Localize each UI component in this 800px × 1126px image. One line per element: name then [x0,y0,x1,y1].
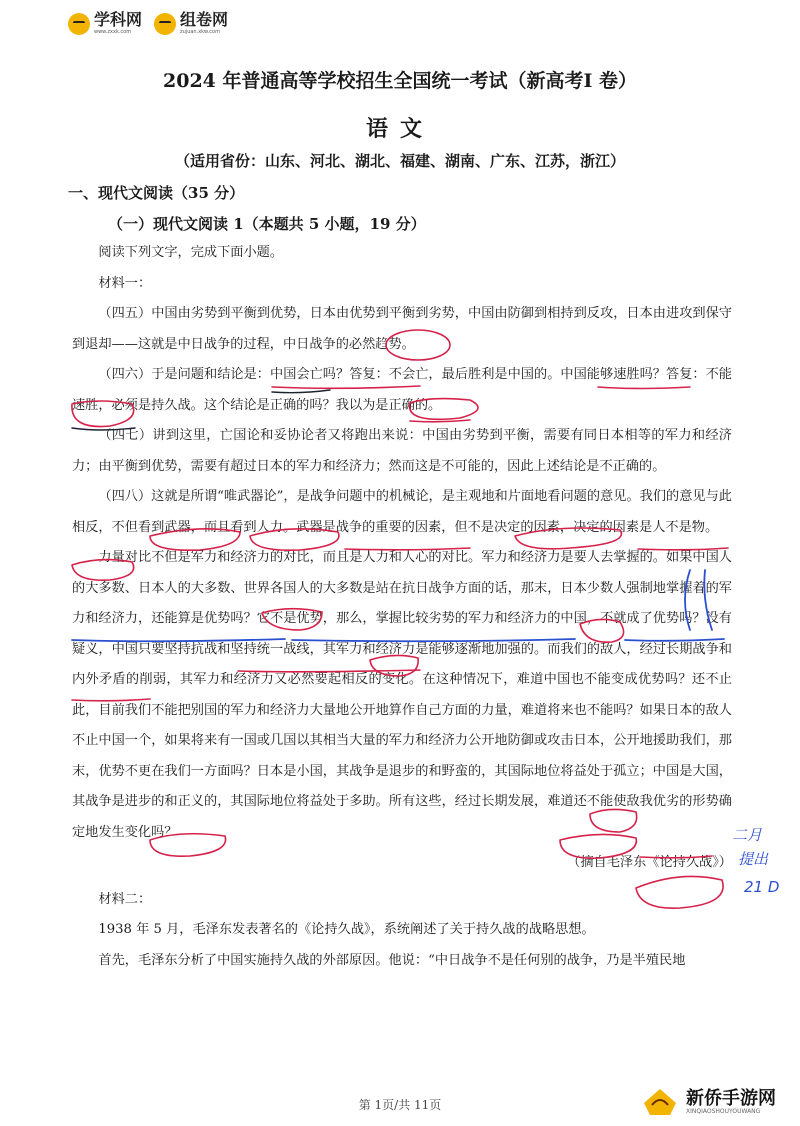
zujuanwang-logo-url: zujuan.xkw.com [180,29,220,35]
material-two-label: 材料二： [98,891,152,907]
reading-passage [72,238,732,976]
margin-note-21d: 21 D [744,878,780,896]
header-logos [68,12,228,35]
exam-title: 2024 年普通高等学校招生全国统一考试（新高考Ⅰ 卷） [163,70,637,92]
applicable-provinces: （适用省份：山东、河北、湖北、福建、湖南、广东、江苏，浙江） [174,152,625,170]
subject-title: 语文 [365,116,434,142]
paragraph-48: （四八）这就是所谓“唯武器论”，是战争问题中的机械论，是主观地和片面地看问题的意见。我们的意见与此相反，不但看到武器，而且看到人力。武器是战争的重要的因素，但不是决定的因素，决定的因素是人不是物。 [72,489,732,535]
paragraph-47: （四七）讲到这里，亡国论和妥协论者又将跑出来说：中国由劣势到平衡，需要有同日本相等的军力和经济力；由平衡到优势，需要有超过日本的军力和经济力；然而这是不可能的，因此上述结论是不正确的。 [72,428,732,474]
watermark-logo [640,1085,776,1119]
watermark-name: 新侨手游网 [686,1087,776,1109]
watermark-url: XINQIAOSHOUYOUWANG [686,1107,761,1115]
zujuanwang-logo-icon [154,13,176,35]
zujuanwang-logo[interactable] [154,12,228,35]
xuekewang-logo-name: 学科网 [94,10,143,29]
xuekewang-logo-icon [68,13,90,35]
paragraph-46: （四六）于是问题和结论是：中国会亡吗？答复：不会亡，最后胜利是中国的。中国能够速胜吗？答复：不能速胜，必须是持久战。这个结论是正确的吗？我以为是正确的。 [72,367,732,413]
paragraph-force-comparison: 力量对比不但是军力和经济力的对比，而且是人力和人心的对比。军力和经济力是要人去掌握的。如果中国人的大多数、日本人的大多数、世界各国人的大多数是站在抗日战争方面的话，那末，日本少数人强制地掌握着的军力和经济力，还能算是优势吗？它不是优势，那么，掌握比较劣势的军力和经济力的中国，不就成了优势吗？没有疑义，中国只要坚持抗战和坚持统一战线，其军力和经济力是能够逐渐地加强的。而我们的敌人，经过长期战争和内外矛盾的削弱，其军力和经济力又必然要起相反的变化。在这种情况下，难道中国也不能变成优势吗？还不止此，目前我们不能把别国的军力和经济力大量地公开地算作自己方面的力量，难道将来也不能吗？如果日本的敌人不止中国一个，如果将来有一国或几国以其相当大量的军力和经济力公开地防御或攻击日本，公开地援助我们，那末，优势不更在我们一方面吗？日本是小国，其战争是退步的和野蛮的，其国际地位将益处于孤立；中国是大国，其战争是进步的和正义的，其国际地位将益处于多助。所有这些，经过长期发展，难道还不能使敌我优劣的形势确定地发生变化吗？ [72,550,732,840]
section-heading: 一、现代文阅读（35 分） [68,184,245,202]
zujuanwang-logo-name: 组卷网 [180,10,229,29]
watermark-icon [640,1085,680,1119]
material-one-label: 材料一： [98,275,152,291]
material-two-line-2: 首先，毛泽东分析了中国实施持久战的外部原因。他说：“中日战争不是任何别的战争，乃是半殖民地 [98,952,686,968]
margin-note-erxue: 二月 [732,826,763,844]
page-footer: 第 1页/共 11页 [358,1098,442,1112]
material-two-line-1: 1938 年 5 月，毛泽东发表著名的《论持久战》，系统阐述了关于持久战的战略思想。 [98,922,595,937]
xuekewang-logo[interactable] [68,12,142,35]
subsection-heading: （一）现代文阅读 1（本题共 5 小题，19 分） [108,215,426,233]
margin-note-tichu: 提出 [738,850,769,868]
source-citation: （摘自毛泽东《论持久战》） [567,855,732,870]
paragraph-45: （四五）中国由劣势到平衡到优势，日本由优势到平衡到劣势，中国由防御到相持到反攻，日本由进攻到保守到退却——这就是中日战争的过程，中日战争的必然趋势。 [72,306,732,352]
instruction: 阅读下列文字，完成下面小题。 [98,245,284,260]
xuekewang-logo-url: www.zxxk.com [94,29,132,35]
